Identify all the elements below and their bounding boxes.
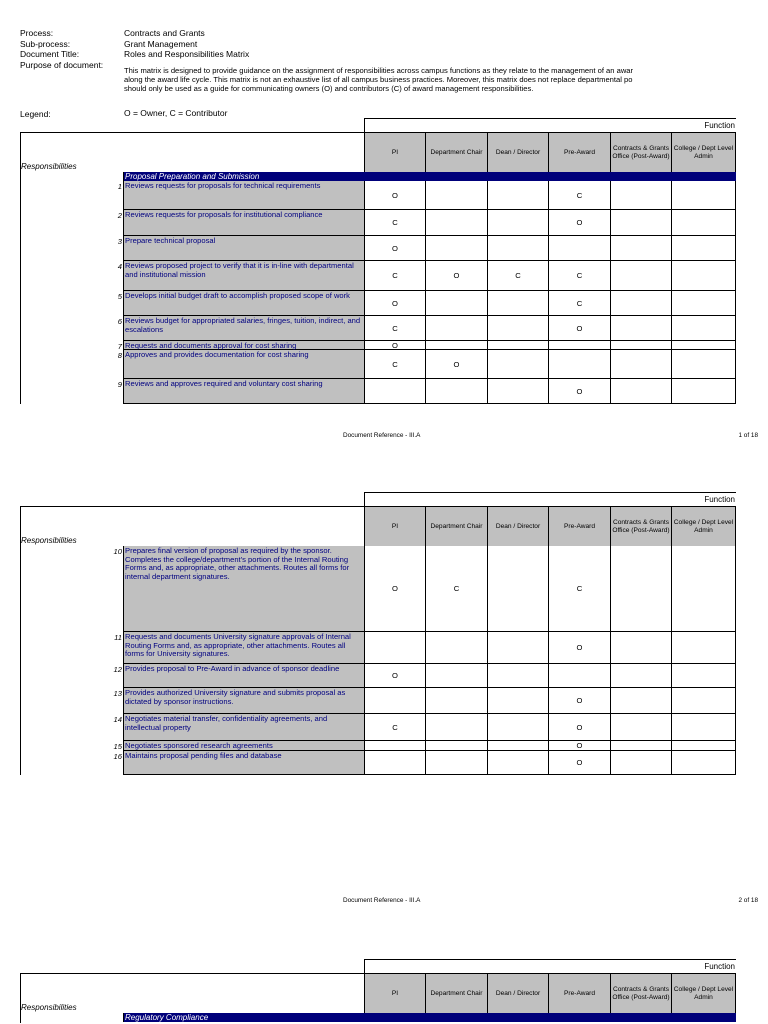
cell-college-dept-admin [671,316,736,341]
function-header [364,118,736,132]
cell-college-dept-admin [671,741,736,751]
cell-college-dept-admin [671,688,736,714]
responsibilities-header [20,132,364,172]
footer-page-number: 2 of 18 [738,897,758,904]
row-number: 1 [117,182,122,191]
cell-pi: C [364,210,425,236]
cell-college-dept-admin [671,181,736,210]
cell-department-chair [425,341,487,350]
table-left-border [20,132,21,404]
cell-department-chair [425,751,487,775]
column-header-pre-award: Pre-Award [548,132,610,172]
subprocess-label: Sub-process: [20,39,71,49]
process-label: Process: [20,28,54,38]
cell-pre-award: O [548,741,610,751]
cell-dean-director [487,316,548,341]
cell-dean-director [487,688,548,714]
footer-document-reference: Document Reference - III.A [343,897,421,904]
cell-dean-director [487,210,548,236]
cell-college-dept-admin [671,350,736,379]
column-header-dean-director: Dean / Director [487,132,548,172]
cell-contracts-grants-office [610,316,671,341]
table-row [20,181,736,210]
cell-dean-director [487,341,548,350]
cell-department-chair [425,291,487,316]
table-left-border [20,973,21,1023]
cell-pi: O [364,181,425,210]
row-number: 3 [117,237,122,246]
cell-pi [364,741,425,751]
cell-college-dept-admin [671,664,736,688]
row-number: 11 [114,633,122,642]
row-number: 10 [113,547,122,556]
column-header-contracts-grants-office: Contracts & Grants Office (Post-Award) [610,973,671,1013]
cell-dean-director [487,751,548,775]
cell-pi [364,751,425,775]
cell-contracts-grants-office [610,751,671,775]
table-left-border [20,506,21,775]
cell-dean-director [487,664,548,688]
cell-dean-director [487,350,548,379]
table-row [20,350,736,379]
cell-dean-director [487,236,548,261]
cell-pi: C [364,714,425,741]
description-left-border [123,172,124,404]
cell-pi: O [364,546,425,632]
cell-department-chair [425,181,487,210]
cell-pi: O [364,291,425,316]
cell-college-dept-admin [671,236,736,261]
cell-dean-director [487,741,548,751]
process-value: Contracts and Grants [124,28,205,38]
cell-pre-award: C [548,291,610,316]
column-header-college-dept-admin: College / Dept Level Admin [671,973,736,1013]
table-row [20,341,736,350]
legend-label: Legend: [20,109,51,119]
subprocess-value: Grant Management [124,39,198,49]
cell-department-chair [425,210,487,236]
description-left-border [123,1013,124,1022]
function-label: Function [704,121,735,130]
cell-pre-award: C [548,181,610,210]
column-header-pre-award: Pre-Award [548,506,610,546]
column-header-pre-award: Pre-Award [548,973,610,1013]
table-row [20,688,736,714]
column-header-pi: PI [364,506,425,546]
cell-contracts-grants-office [610,236,671,261]
row-number: 6 [117,317,122,326]
cell-dean-director [487,546,548,632]
cell-contracts-grants-office [610,688,671,714]
column-header-dean-director: Dean / Director [487,973,548,1013]
cell-contracts-grants-office [610,291,671,316]
cell-contracts-grants-office [610,632,671,664]
cell-college-dept-admin [671,546,736,632]
cell-pi: O [364,341,425,350]
column-header-college-dept-admin: College / Dept Level Admin [671,132,736,172]
responsibility-text: Maintains proposal pending files and database [123,751,364,775]
section-bar: Regulatory Compliance [123,1013,736,1022]
column-header-pi: PI [364,132,425,172]
responsibility-text: Prepares final version of proposal as required by the sponsor. Completes the college/department's portion of the Internal Routing Forms and, as appropriate, other attachments. Routes all forms for internal department signatures. [123,546,364,632]
purpose-text [124,66,764,93]
cell-college-dept-admin [671,632,736,664]
cell-department-chair: O [425,261,487,291]
cell-pi: O [364,236,425,261]
cell-college-dept-admin [671,379,736,404]
responsibility-text: Requests and documents approval for cost sharing [123,341,364,350]
responsibility-text: Negotiates sponsored research agreements [123,741,364,751]
cell-pre-award [548,350,610,379]
row-number: 15 [113,742,122,751]
table-row [20,751,736,775]
responsibilities-label: Responsibilities [21,162,77,171]
cell-department-chair: C [425,546,487,632]
row-number: 9 [117,380,122,389]
cell-department-chair [425,664,487,688]
cell-department-chair [425,236,487,261]
responsibility-text: Reviews proposed project to verify that it is in-line with departmental and institutional mission [123,261,364,291]
responsibilities-label: Responsibilities [21,1003,77,1012]
description-left-border [123,546,124,775]
row-number: 4 [117,262,122,271]
purpose-line: along the award life cycle. This matrix is not an exhaustive list of all campus business practices. Moreover, this matrix does not replace departmental po [124,75,633,84]
responsibility-text: Negotiates material transfer, confidentiality agreements, and intellectual property [123,714,364,741]
cell-pi: C [364,261,425,291]
cell-department-chair [425,316,487,341]
footer-page-number: 1 of 18 [738,432,758,439]
cell-department-chair [425,688,487,714]
row-number: 7 [117,342,122,351]
column-header-department-chair: Department Chair [425,506,487,546]
cell-pre-award: O [548,210,610,236]
cell-pre-award: O [548,751,610,775]
cell-contracts-grants-office [610,714,671,741]
function-header [364,959,736,973]
cell-dean-director [487,379,548,404]
responsibility-text: Prepare technical proposal [123,236,364,261]
cell-dean-director: C [487,261,548,291]
cell-department-chair: O [425,350,487,379]
cell-pi: C [364,316,425,341]
cell-contracts-grants-office [610,546,671,632]
cell-department-chair [425,714,487,741]
table-row [20,316,736,341]
responsibility-text: Requests and documents University signature approvals of Internal Routing Forms and, as appropriate, other attachments. Routes all forms for University signatures. [123,632,364,664]
cell-college-dept-admin [671,714,736,741]
row-number: 2 [117,211,122,220]
cell-department-chair [425,741,487,751]
row-number: 8 [117,351,122,360]
purpose-line: This matrix is designed to provide guidance on the assignment of responsibilities across campus functions as they relate to the management of an awar [124,66,634,75]
column-header-contracts-grants-office: Contracts & Grants Office (Post-Award) [610,506,671,546]
function-header [364,492,736,506]
row-number: 12 [113,665,122,674]
cell-college-dept-admin [671,751,736,775]
purpose-label: Purpose of document: [20,60,104,70]
cell-dean-director [487,291,548,316]
cell-contracts-grants-office [610,664,671,688]
responsibilities-header [20,973,364,1013]
cell-pi [364,379,425,404]
table-row [20,632,736,664]
column-header-department-chair: Department Chair [425,973,487,1013]
column-header-college-dept-admin: College / Dept Level Admin [671,506,736,546]
cell-contracts-grants-office [610,181,671,210]
cell-pre-award [548,664,610,688]
purpose-line: should only be used as a guide for communicating owners (O) and contributors (C) of award management responsibilities. [124,84,534,93]
document-title-value: Roles and Responsibilities Matrix [124,49,250,59]
responsibility-text: Approves and provides documentation for cost sharing [123,350,364,379]
cell-contracts-grants-office [610,350,671,379]
column-header-department-chair: Department Chair [425,132,487,172]
cell-college-dept-admin [671,341,736,350]
column-header-contracts-grants-office: Contracts & Grants Office (Post-Award) [610,132,671,172]
row-number: 14 [113,715,122,724]
table-row [20,379,736,404]
cell-contracts-grants-office [610,210,671,236]
table-row [20,664,736,688]
cell-contracts-grants-office [610,261,671,291]
cell-pi [364,632,425,664]
table-row [20,741,736,751]
cell-college-dept-admin [671,261,736,291]
row-number: 13 [113,689,122,698]
footer-document-reference: Document Reference - III.A [343,432,421,439]
cell-dean-director [487,632,548,664]
responsibility-text: Reviews requests for proposals for institutional compliance [123,210,364,236]
legend-value: O = Owner, C = Contributor [124,108,228,118]
column-header-pi: PI [364,973,425,1013]
table-row [20,210,736,236]
cell-dean-director [487,714,548,741]
responsibility-text: Reviews budget for appropriated salaries, fringes, tuition, indirect, and escalations [123,316,364,341]
cell-pre-award: O [548,632,610,664]
cell-college-dept-admin [671,291,736,316]
cell-pi: C [364,350,425,379]
responsibility-text: Reviews requests for proposals for technical requirements [123,181,364,210]
cell-pi: O [364,664,425,688]
responsibilities-label: Responsibilities [21,536,77,545]
cell-pre-award: O [548,316,610,341]
cell-pre-award: O [548,688,610,714]
responsibility-text: Provides proposal to Pre-Award in advance of sponsor deadline [123,664,364,688]
responsibility-text: Reviews and approves required and voluntary cost sharing [123,379,364,404]
function-label: Function [704,962,735,971]
cell-college-dept-admin [671,210,736,236]
cell-pre-award: C [548,261,610,291]
cell-pre-award: O [548,714,610,741]
cell-dean-director [487,181,548,210]
cell-department-chair [425,632,487,664]
cell-pre-award [548,236,610,261]
column-header-dean-director: Dean / Director [487,506,548,546]
row-number: 16 [113,752,122,761]
cell-contracts-grants-office [610,741,671,751]
table-row [20,546,736,632]
section-bar: Proposal Preparation and Submission [123,172,736,181]
responsibility-text: Develops initial budget draft to accomplish proposed scope of work [123,291,364,316]
document-title-label: Document Title: [20,49,80,59]
table-row [20,714,736,741]
cell-pre-award [548,341,610,350]
responsibilities-header [20,506,364,546]
cell-department-chair [425,379,487,404]
function-label: Function [704,495,735,504]
cell-pre-award: O [548,379,610,404]
cell-pre-award: C [548,546,610,632]
row-number: 5 [117,292,122,301]
responsibility-text: Provides authorized University signature and submits proposal as dictated by sponsor instructions. [123,688,364,714]
cell-contracts-grants-office [610,379,671,404]
table-row [20,291,736,316]
table-row [20,236,736,261]
cell-contracts-grants-office [610,341,671,350]
table-row [20,261,736,291]
cell-pi [364,688,425,714]
